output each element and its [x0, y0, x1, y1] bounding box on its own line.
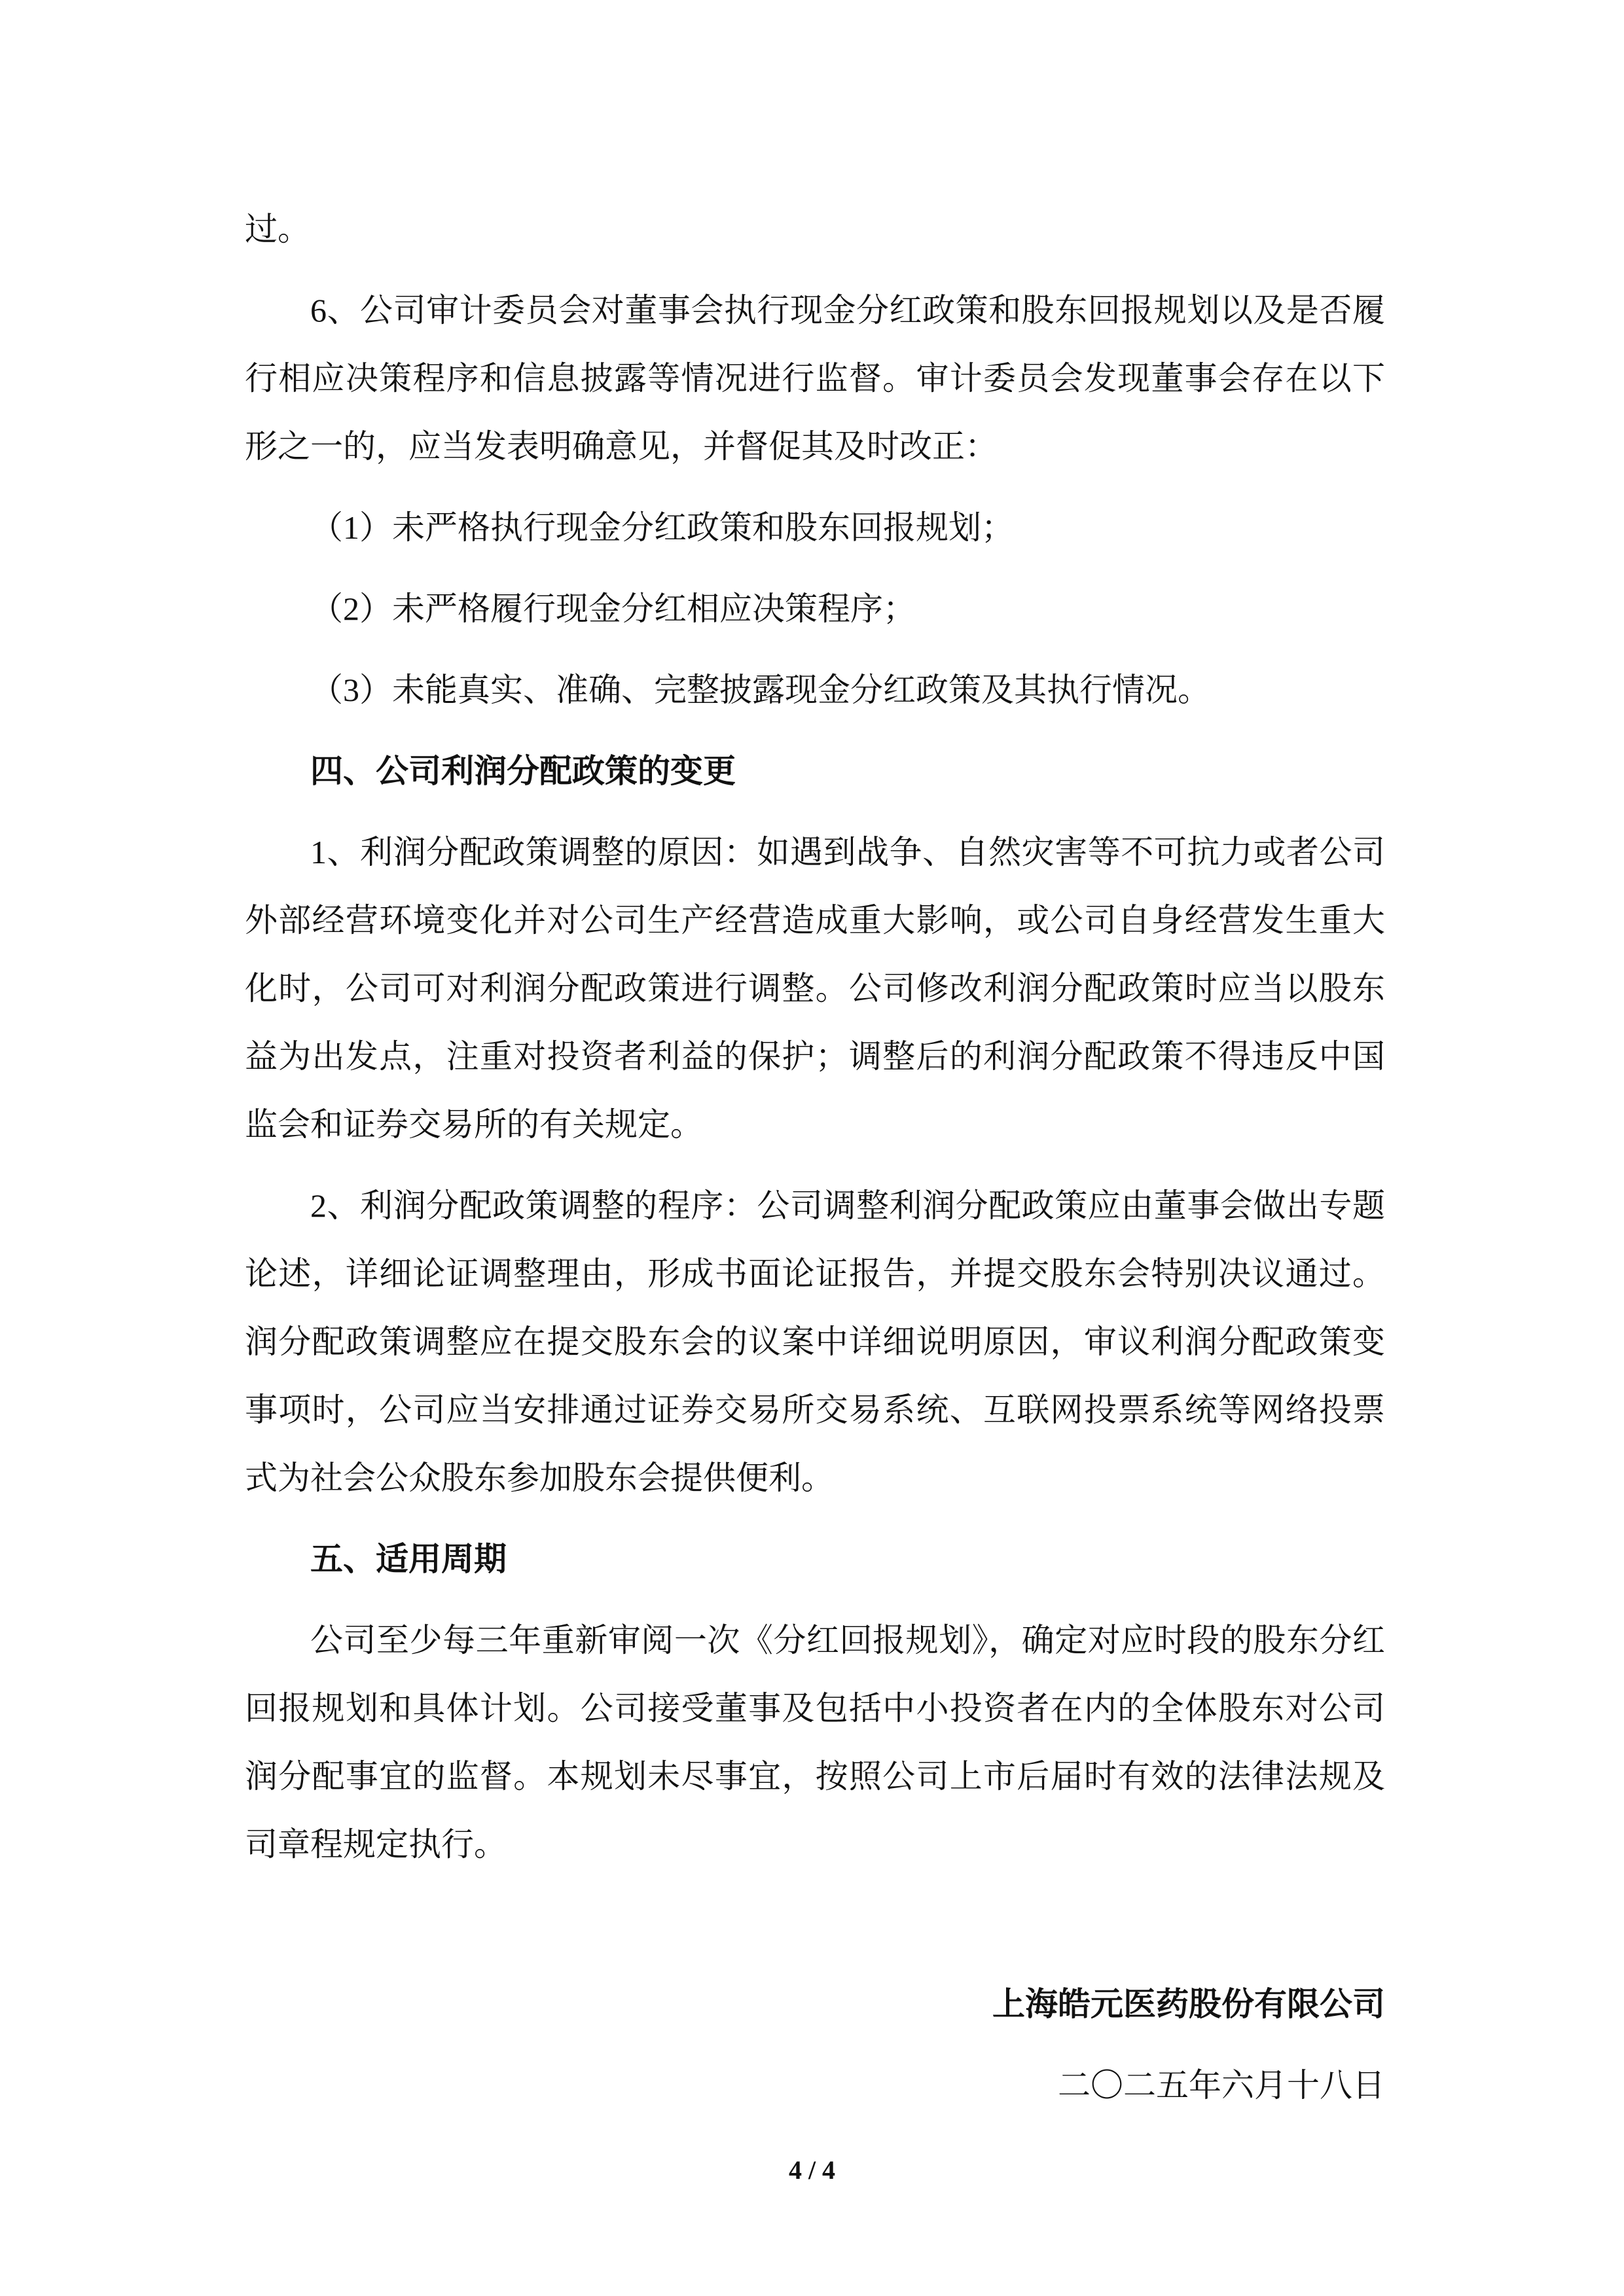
- paragraph-line: 1、利润分配政策调整的原因：如遇到战争、自然灾害等不可抗力或者公司: [310, 834, 1385, 870]
- paragraph-line: 行相应决策程序和信息披露等情况进行监督。审计委员会发现董事会存在以下: [245, 360, 1385, 397]
- item-6-paragraph: [245, 276, 1385, 480]
- paragraph-line: 润分配事宜的监督。本规划未尽事宜，按照公司上市后届时有效的法律法规及: [245, 1758, 1385, 1795]
- signature-company: 上海皓元医药股份有限公司: [992, 1986, 1385, 2022]
- sub-item-2: [245, 575, 1385, 643]
- paragraph-line: （1）未严格执行现金分红政策和股东回报规划；: [310, 509, 1014, 546]
- section-5-heading-block: [245, 1525, 1385, 1593]
- paragraph-line: 润分配政策调整应在提交股东会的议案中详细说明原因，审议利润分配政策变: [245, 1323, 1385, 1360]
- section-4-paragraph-2: [245, 1172, 1385, 1512]
- paragraph-line: 过。: [245, 211, 310, 247]
- paragraph-line: 外部经营环境变化并对公司生产经营造成重大影响，或公司自身经营发生重大: [245, 902, 1385, 939]
- section-4-heading-block: [245, 737, 1385, 805]
- paragraph-line: 式为社会公众股东参加股东会提供便利。: [245, 1460, 834, 1496]
- signature-date: 二〇二五年六月十八日: [1058, 2067, 1385, 2104]
- sub-item-3: [245, 656, 1385, 724]
- section-heading: 五、适用周期: [310, 1541, 507, 1577]
- section-4-paragraph-1: [245, 818, 1385, 1158]
- continuation-paragraph: [245, 195, 1385, 263]
- paragraph-line: 回报规划和具体计划。公司接受董事及包括中小投资者在内的全体股东对公司: [245, 1690, 1385, 1727]
- paragraph-line: （2）未严格履行现金分红相应决策程序；: [310, 590, 916, 627]
- paragraph-line: （3）未能真实、准确、完整披露现金分红政策及其执行情况。: [310, 672, 1210, 708]
- paragraph-line: 益为出发点，注重对投资者利益的保护；调整后的利润分配政策不得违反中国: [245, 1038, 1385, 1075]
- paragraph-line: 化时，公司可对利润分配政策进行调整。公司修改利润分配政策时应当以股东: [245, 970, 1385, 1007]
- paragraph-line: 论述，详细论证调整理由，形成书面论证报告，并提交股东会特别决议通过。: [245, 1255, 1385, 1292]
- document-body: [245, 195, 1385, 1878]
- paragraph-line: 6、公司审计委员会对董事会执行现金分红政策和股东回报规划以及是否履: [310, 292, 1385, 329]
- page-number: 4 / 4: [788, 2155, 836, 2185]
- sub-item-1: [245, 493, 1385, 562]
- paragraph-line: 2、利润分配政策调整的程序：公司调整利润分配政策应由董事会做出专题: [310, 1187, 1385, 1224]
- paragraph-line: 监会和证券交易所的有关规定。: [245, 1106, 703, 1143]
- section-heading: 四、公司利润分配政策的变更: [310, 753, 736, 789]
- section-5-paragraph-1: [245, 1606, 1385, 1878]
- paragraph-line: 公司至少每三年重新审阅一次《分红回报规划》，确定对应时段的股东分红: [310, 1622, 1385, 1659]
- paragraph-line: 事项时，公司应当安排通过证券交易所交易系统、互联网投票系统等网络投票: [245, 1391, 1385, 1428]
- paragraph-line: 形之一的，应当发表明确意见，并督促其及时改正：: [245, 428, 998, 465]
- paragraph-line: 司章程规定执行。: [245, 1826, 507, 1863]
